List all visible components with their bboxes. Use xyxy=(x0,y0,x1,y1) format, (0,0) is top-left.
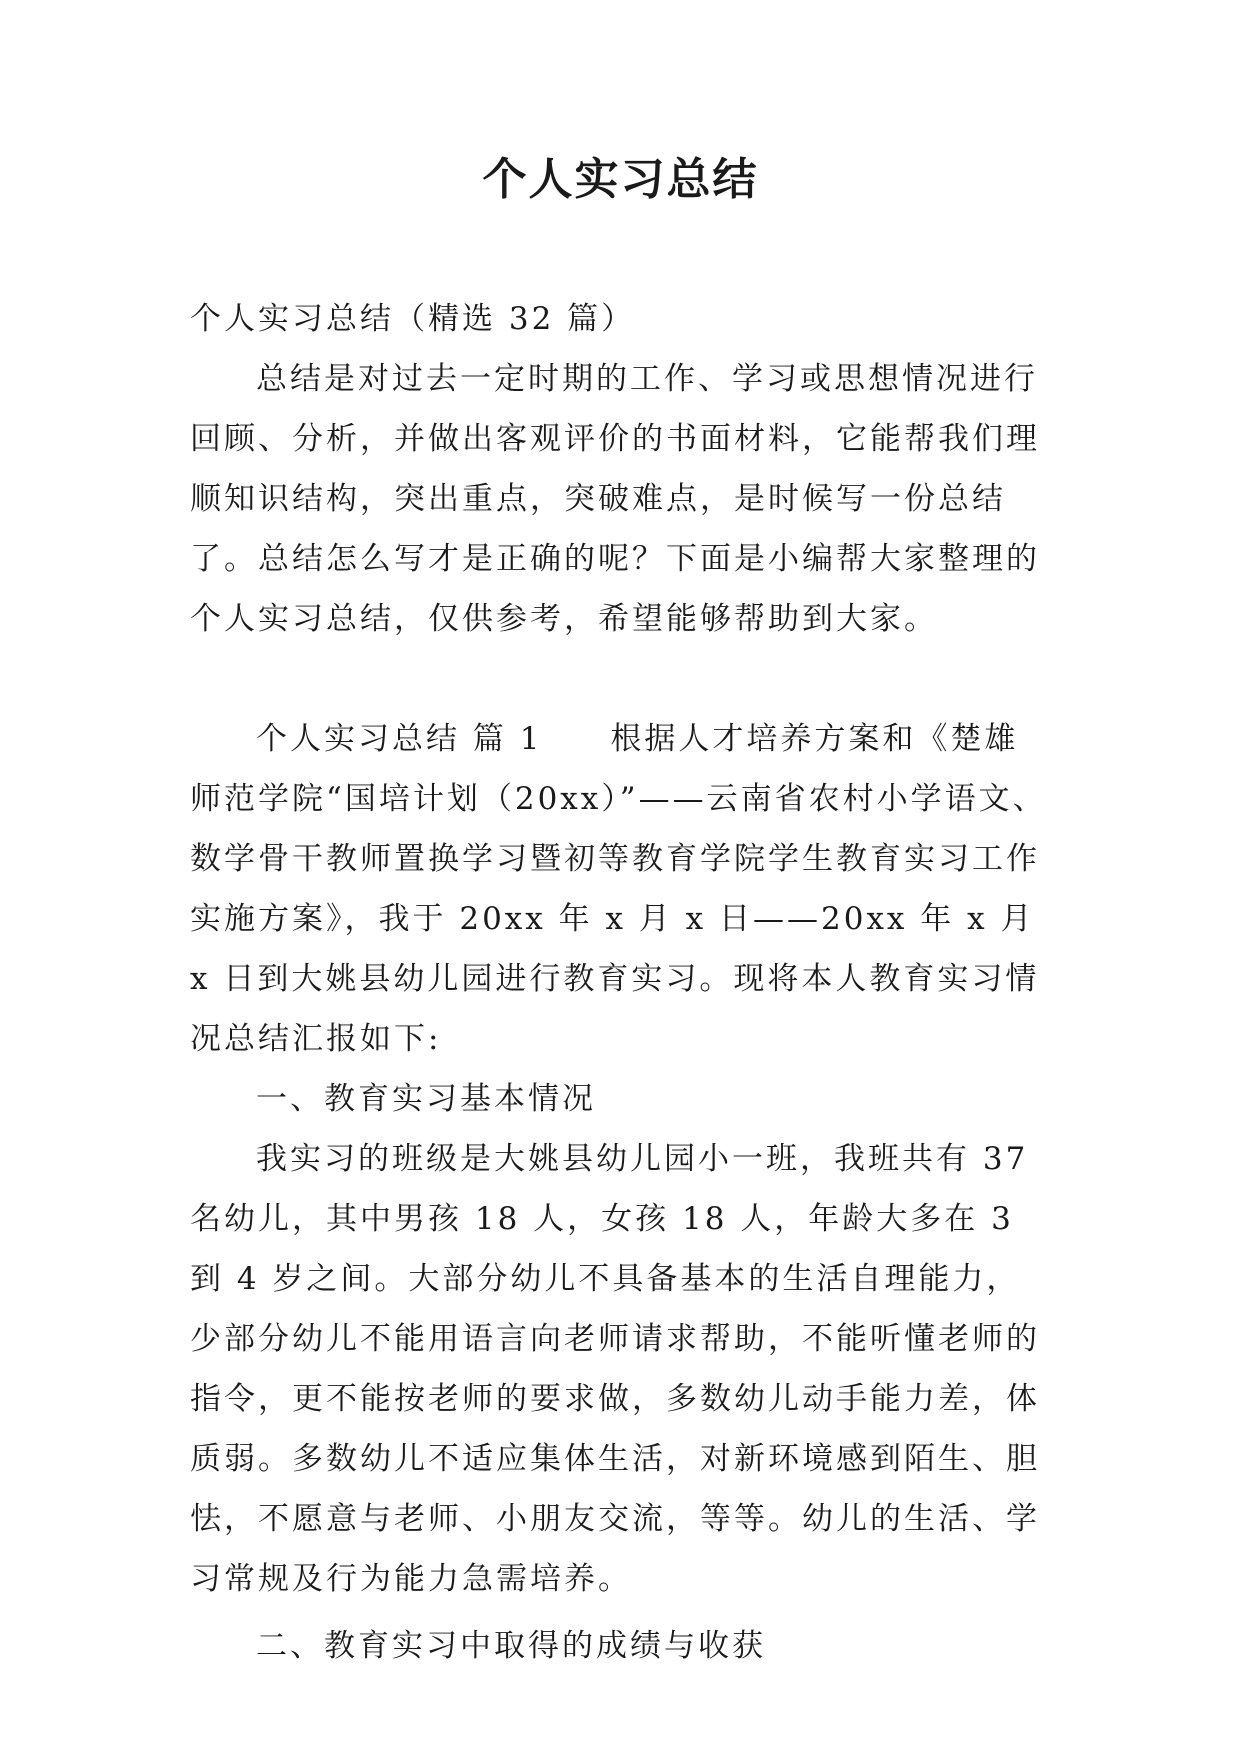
intro-paragraph: 总结是对过去一定时期的工作、学习或思想情况进行回顾、分析，并做出客观评价的书面材料，它能帮我们理顺知识结构，突出重点，突破难点，是时候写一份总结了。总结怎么写才是正确的呢？下面是小编帮大家整理的个人实习总结，仅供参考，希望能够帮助到大家。 xyxy=(190,361,1040,637)
paragraph-spacer-small xyxy=(190,1609,1052,1616)
section-1-paragraph: 我实习的班级是大姚县幼儿园小一班，我班共有 37 名幼儿，其中男孩 18 人，女孩 18 人，年龄大多在 3 到 4 岁之间。大部分幼儿不具备基本的生活自理能力，少部分幼儿不能用语言向老师请求帮助，不能听懂老师的指令，更不能按老师的要求做，多数幼儿动手能力差，体质弱。多数幼儿不适应集体生活，对新环境感到陌生、胆怯，不愿意与老师、小朋友交流，等等。幼儿的生活、学习常规及行为能力急需培养。 xyxy=(190,1141,1040,1597)
document-body xyxy=(190,289,1052,1676)
paragraph-spacer xyxy=(190,649,1052,709)
article-1-lead-paragraph: 个人实习总结 篇 1 根据人才培养方案和《楚雄师范学院“国培计划（20xx）”——云南省农村小学语文、数学骨干教师置换学习暨初等教育学院学生教育实习工作实施方案》，我于 20xx 年 x 月 x 日——20xx 年 x 月 x 日到大姚县幼儿园进行教育实习。现将本人教育实习情况总结汇报如下: xyxy=(190,721,1047,1057)
section-2-heading: 二、教育实习中取得的成绩与收获 xyxy=(256,1628,766,1664)
document-title: 个人实习总结 xyxy=(482,154,759,205)
section-1-heading: 一、教育实习基本情况 xyxy=(256,1081,596,1117)
document-subtitle: 个人实习总结（精选 32 篇） xyxy=(190,301,636,337)
